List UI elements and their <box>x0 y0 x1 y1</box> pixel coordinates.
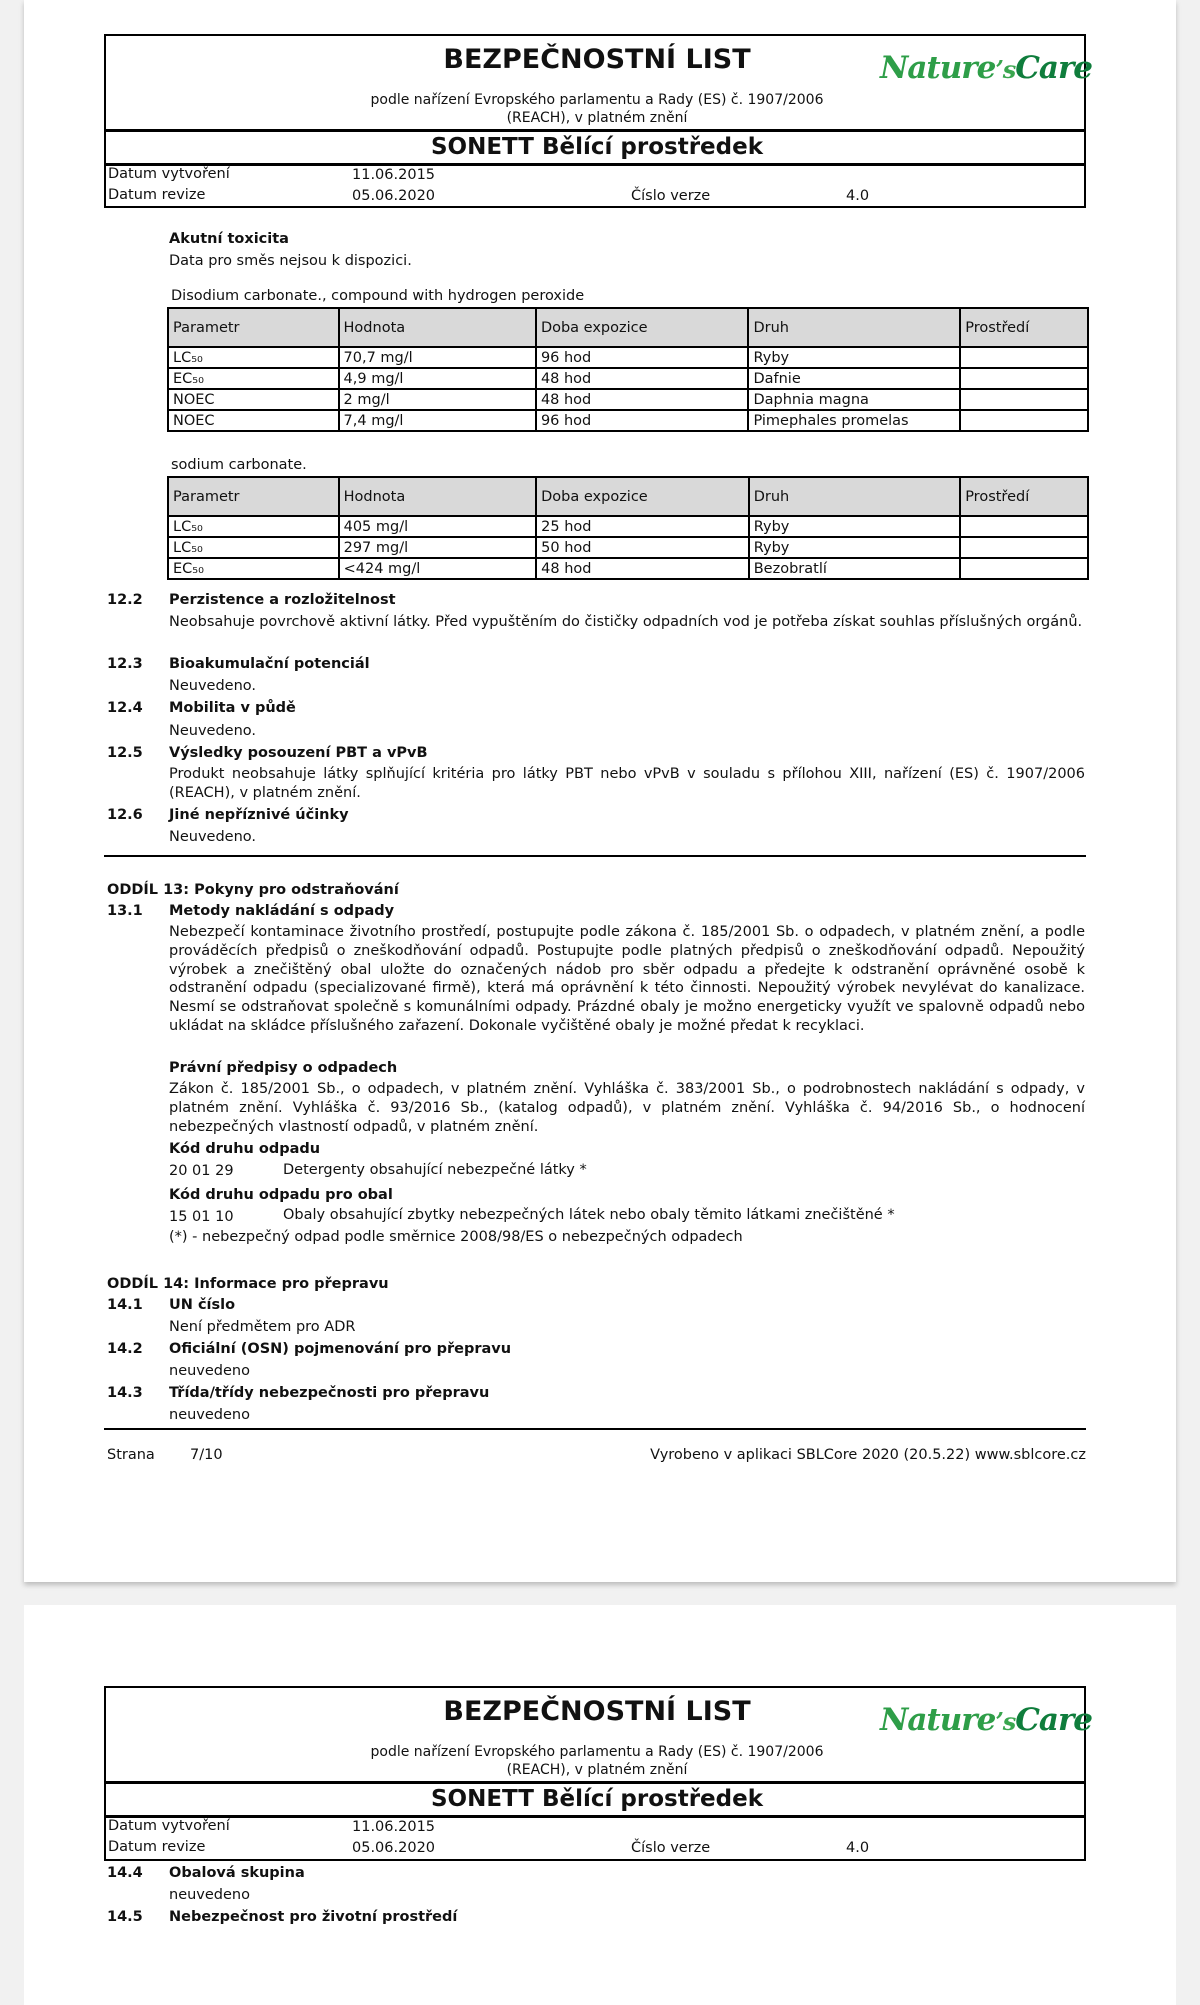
regulation-line-1: podle nařízení Evropského parlamentu a Rady (ES) č. 1907/2006 <box>370 92 824 108</box>
column-header: Parametr <box>168 477 339 516</box>
table-row: EC₅₀ 4,9 mg/l 48 hod Dafnie <box>168 368 1088 389</box>
substance-name: sodium carbonate. <box>171 457 307 473</box>
column-header: Druh <box>749 477 960 516</box>
table-row: EC₅₀ <424 mg/l 48 hod Bezobratlí <box>168 558 1088 579</box>
revised-value: 05.06.2020 <box>352 188 436 204</box>
packaging-code-heading: Kód druhu odpadu pro obal <box>169 1187 393 1203</box>
document-header <box>104 34 1093 208</box>
section-text: Neobsahuje povrchově aktivní látky. Před vypuštěním do čističky odpadních vod je potřeba získat souhlas příslušných orgánů. <box>169 614 1083 630</box>
section-heading: Výsledky posouzení PBT a vPvB <box>169 745 428 761</box>
section-heading: Oficiální (OSN) pojmenování pro přepravu <box>169 1341 512 1357</box>
created-label: Datum vytvoření <box>108 166 230 182</box>
version-value: 4.0 <box>846 1840 870 1856</box>
section-heading: Nebezpečnost pro životní prostředí <box>169 1909 458 1925</box>
table-row: LC₅₀ 297 mg/l 50 hod Ryby <box>168 537 1088 558</box>
created-label: Datum vytvoření <box>108 1818 230 1834</box>
column-header: Druh <box>748 308 960 347</box>
column-header: Parametr <box>168 308 339 347</box>
section-heading: Jiné nepříznivé účinky <box>169 807 349 823</box>
footer-divider <box>104 1428 1086 1430</box>
section-number: 12.2 <box>107 592 143 608</box>
section-text: Neuvedeno. <box>169 829 256 845</box>
section-14-heading: ODDÍL 14: Informace pro přepravu <box>107 1276 389 1292</box>
toxicity-table <box>167 476 1089 580</box>
section-number: 14.5 <box>107 1909 143 1925</box>
section-number: 14.3 <box>107 1385 143 1401</box>
natures-care-logo: NatureʼsCare <box>880 50 1093 86</box>
column-header: Prostředí <box>960 308 1088 347</box>
column-header: Doba expozice <box>536 477 749 516</box>
table-row: LC₅₀ 70,7 mg/l 96 hod Ryby <box>168 347 1088 368</box>
section-number: 12.3 <box>107 656 143 672</box>
regulation-line-2: (REACH), v platném znění <box>506 110 688 126</box>
section-number: 12.4 <box>107 700 143 716</box>
table-row: NOEC 7,4 mg/l 96 hod Pimephales promelas <box>168 410 1088 431</box>
waste-description: Detergenty obsahující nebezpečné látky * <box>283 1162 587 1178</box>
section-heading: Bioakumulační potenciál <box>169 656 370 672</box>
acute-toxicity-note: Data pro směs nejsou k dispozici. <box>169 253 412 269</box>
section-divider <box>104 855 1086 857</box>
version-label: Číslo verze <box>631 1840 711 1856</box>
section-heading: Perzistence a rozložitelnost <box>169 592 396 608</box>
column-header: Doba expozice <box>536 308 749 347</box>
leaf-icon: ʼs <box>995 55 1016 84</box>
document-title: BEZPEČNOSTNÍ LIST <box>443 44 751 75</box>
section-text: Neuvedeno. <box>169 678 256 694</box>
revised-label: Datum revize <box>108 187 206 203</box>
product-name: SONETT Bělící prostředek <box>430 1786 763 1812</box>
table-row: LC₅₀ 405 mg/l 25 hod Ryby <box>168 516 1088 537</box>
column-header: Hodnota <box>339 477 537 516</box>
revised-label: Datum revize <box>108 1839 206 1855</box>
section-number: 14.4 <box>107 1865 143 1881</box>
header-divider <box>106 1815 1084 1818</box>
section-heading: Obalová skupina <box>169 1865 305 1881</box>
table-header-row <box>168 477 1088 516</box>
column-header: Prostředí <box>960 477 1088 516</box>
acute-toxicity-heading: Akutní toxicita <box>169 231 289 247</box>
section-number: 12.5 <box>107 745 143 761</box>
natures-care-logo: NatureʼsCare <box>880 1702 1093 1738</box>
created-value: 11.06.2015 <box>352 1819 436 1835</box>
document-title: BEZPEČNOSTNÍ LIST <box>443 1696 751 1727</box>
toxicity-table <box>167 307 1089 432</box>
section-text: Neuvedeno. <box>169 723 256 739</box>
product-name: SONETT Bělící prostředek <box>430 134 763 160</box>
waste-code: 20 01 29 <box>169 1163 234 1179</box>
section-text: neuvedeno <box>169 1407 250 1423</box>
disposal-methods-text: Nebezpečí kontaminace životního prostředí, postupujte podle zákona č. 185/2001 Sb. o odpadech, v platném znění, a podle prováděcích předpisů o zneškodňování odpadů. Postupujte podle platných předpisů o zneškodňování odpadů. Nepoužitý výrobek a znečištěný obal uložte do označených nádob pro sběr odpadu a předejte k odstranění oprávněné osobě k odstranění odpadu (specializované firmě), která má oprávnění k této činnosti. Nepoužitý výrobek nevylévat do kanalizace. Nesmí se odstraňovat společně s komunálními odpady. Prázdné obaly je možno energeticky využít ve spalovně odpadů nebo ukládat na skládce příslušného zařazení. Dokonale vyčištěné obaly je možné předat k recyklaci. <box>169 924 1085 1034</box>
table-header-row <box>168 308 1088 347</box>
section-number: 13.1 <box>107 903 143 919</box>
leaf-icon: ʼs <box>995 1707 1016 1736</box>
section-heading: Metody nakládání s odpady <box>169 903 395 919</box>
waste-code-heading: Kód druhu odpadu <box>169 1141 321 1157</box>
section-heading: Mobilita v půdě <box>169 700 296 716</box>
document-header <box>104 1686 1093 1861</box>
version-label: Číslo verze <box>631 188 711 204</box>
header-divider <box>106 163 1084 166</box>
packaging-description: Obaly obsahující zbytky nebezpečných látek nebo obaly těmito látkami znečištěné * <box>283 1207 895 1223</box>
legal-text: Zákon č. 185/2001 Sb., o odpadech, v platném znění. Vyhláška č. 383/2001 Sb., o podrobnostech nakládání s odpady, v platném znění. Vyhláška č. 93/2016 Sb., (katalog odpadů), v platném znění. Vyhláška č. 94/2016 Sb., o hodnocení nebezpečných vlastností odpadů, v platném znění. <box>169 1081 1085 1135</box>
version-value: 4.0 <box>846 188 870 204</box>
column-header: Hodnota <box>339 308 536 347</box>
table-row: NOEC 2 mg/l 48 hod Daphnia magna <box>168 389 1088 410</box>
section-text: Produkt neobsahuje látky splňující kritéria pro látky PBT nebo vPvB v souladu s přílohou XIII, nařízení (ES) č. 1907/2006 (REACH), v platném znění. <box>169 766 1085 801</box>
header-divider <box>106 1781 1084 1784</box>
created-value: 11.06.2015 <box>352 167 436 183</box>
header-divider <box>106 129 1084 132</box>
section-heading: UN číslo <box>169 1297 236 1313</box>
page-label: Strana <box>107 1447 155 1463</box>
section-number: 12.6 <box>107 807 143 823</box>
regulation-line-1: podle nařízení Evropského parlamentu a Rady (ES) č. 1907/2006 <box>370 1744 824 1760</box>
document-page-8 <box>24 1605 1176 2005</box>
hazardous-footnote: (*) - nebezpečný odpad podle směrnice 2008/98/ES o nebezpečných odpadech <box>169 1229 743 1245</box>
section-number: 14.2 <box>107 1341 143 1357</box>
section-text: Není předmětem pro ADR <box>169 1319 356 1335</box>
revised-value: 05.06.2020 <box>352 1840 436 1856</box>
document-page-7 <box>24 0 1176 1582</box>
section-text: neuvedeno <box>169 1363 250 1379</box>
legal-heading: Právní předpisy o odpadech <box>169 1060 398 1076</box>
page-number: 7/10 <box>190 1447 223 1463</box>
generator-credit: Vyrobeno v aplikaci SBLCore 2020 (20.5.22) www.sblcore.cz <box>650 1447 1086 1463</box>
packaging-code: 15 01 10 <box>169 1209 234 1225</box>
section-13-heading: ODDÍL 13: Pokyny pro odstraňování <box>107 882 399 898</box>
regulation-line-2: (REACH), v platném znění <box>506 1762 688 1778</box>
section-heading: Třída/třídy nebezpečnosti pro přepravu <box>169 1385 490 1401</box>
section-number: 14.1 <box>107 1297 143 1313</box>
section-text: neuvedeno <box>169 1887 250 1903</box>
substance-name: Disodium carbonate., compound with hydrogen peroxide <box>171 288 585 304</box>
